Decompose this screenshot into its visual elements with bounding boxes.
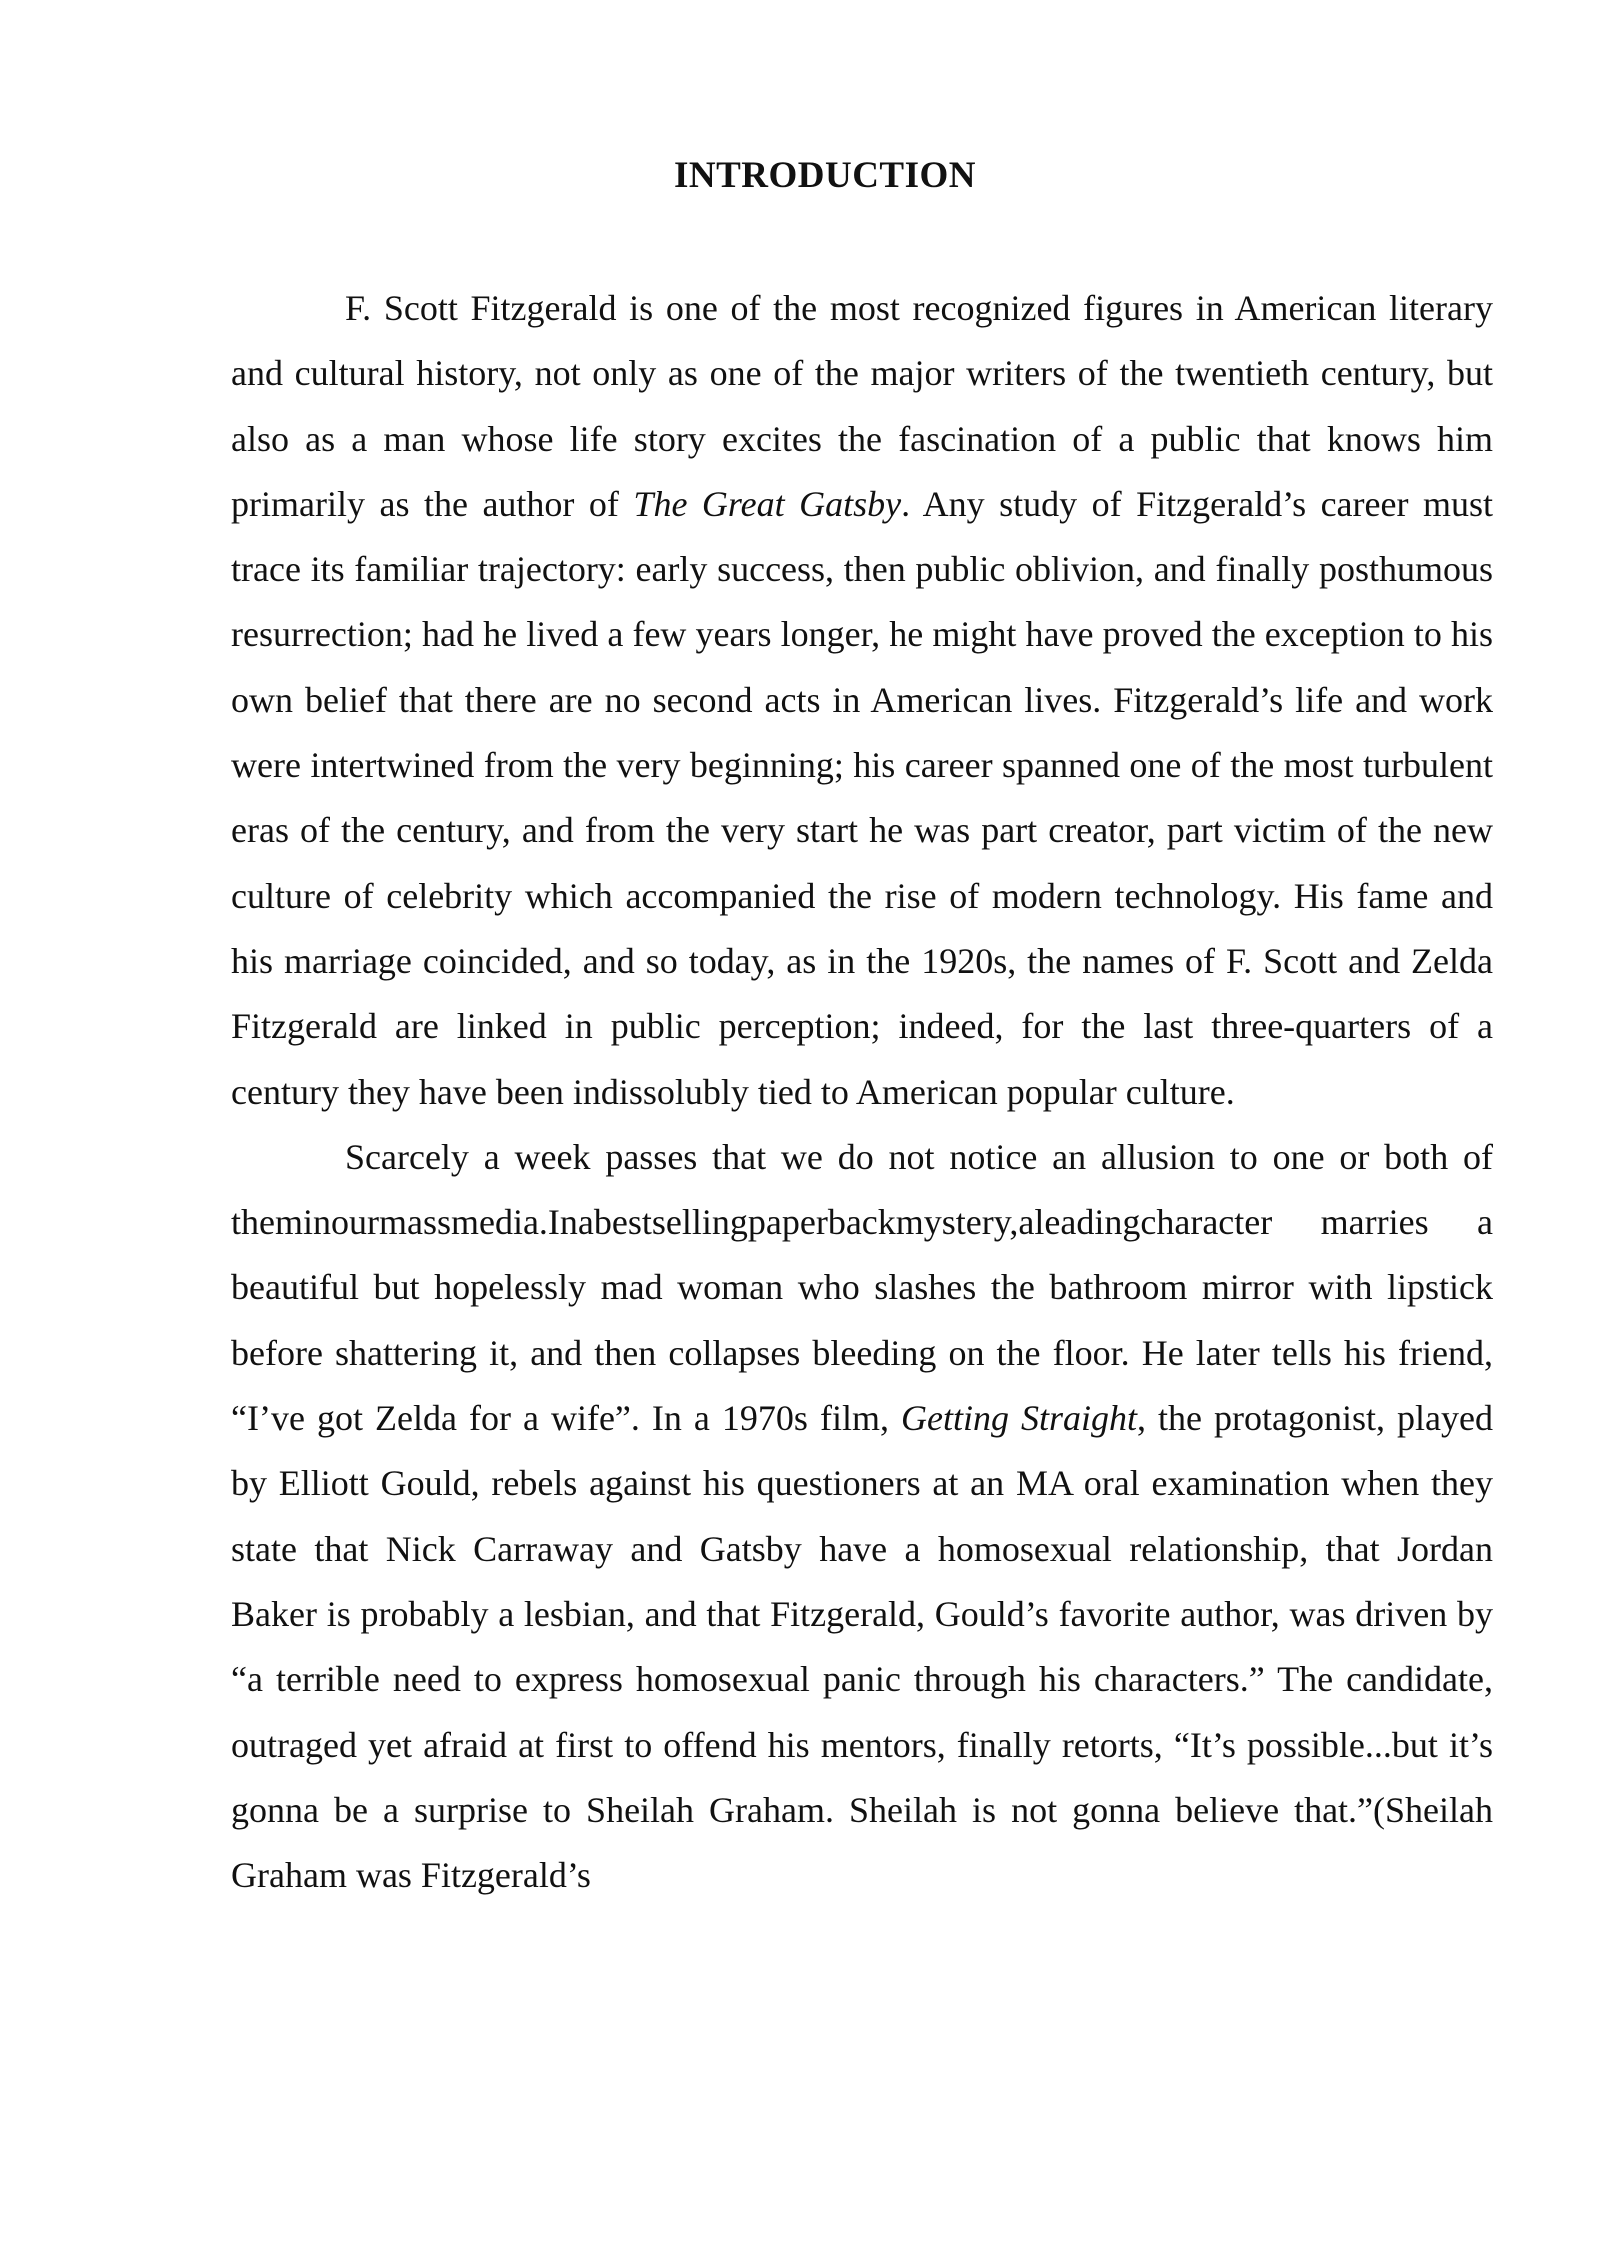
paragraph-2-text-end: , the protagonist, played by Elliott Gould, rebels against his questioners at an MA oral examination when they state that Nick Carraway and Gatsby have a homosexual relationship, that Jordan Baker is probably a lesbian, and that Fitzgerald, Gould’s favorite author, was driven by “a terrible need to express homosexual panic through his characters.” The candidate, outraged yet afraid at first to offend his mentors, finally retorts, “It’s possible...but it’s gonna be a surprise to Sheilah Graham. Sheilah is not gonna believe that.”(Sheilah Graham was Fitzgerald’s <box>231 1398 1494 1896</box>
paragraph-1-text-start: F. Scott Fitzgerald is one of the most recognized figures in American literary and cultural history, not only as one of the major writers of the twentieth century, but also as a man whose life story excites the fascination of a public that knows him primarily as the author of <box>231 288 1493 524</box>
paragraph-2-text-start: Scarcely a week passes that we do not notice an allusion to one or both of theminourmassmedia.Inabestsellingpaperbackmystery,aleadingcharacter marries a beautiful but hopelessly mad woman who slashes the bathroom mirror with lipstick before shattering it, and then collapses bleeding on the floor. He later tells his friend, “I’ve got Zelda for a wife”. In a 1970s film, <box>231 1136 1493 1439</box>
book-title-great-gatsby: The Great Gatsby <box>633 483 902 524</box>
paragraph-1 <box>231 276 1493 1125</box>
film-title-getting-straight: Getting Straight <box>900 1398 1138 1439</box>
paragraph-1-text-end: . Any study of Fitzgerald’s career must trace its familiar trajectory: early success, then public oblivion, and finally posthumous resurrection; had he lived a few years longer, he might have proved the exception to his own belief that there are no second acts in American lives. Fitzgerald’s life and work were intertwined from the very beginning; his career spanned one of the most turbulent eras of the century, and from the very start he was part creator, part victim of the new culture of celebrity which accompanied the rise of modern technology. His fame and his marriage coincided, and so today, as in the 1920s, the names of F. Scott and Zelda Fitzgerald are linked in public perception; indeed, for the last three-quarters of a century they have been indissolubly tied to American popular culture. <box>231 483 1493 1112</box>
body-text <box>231 276 1493 1908</box>
paragraph-2 <box>231 1125 1493 1909</box>
page-title: INTRODUCTION <box>673 155 977 196</box>
